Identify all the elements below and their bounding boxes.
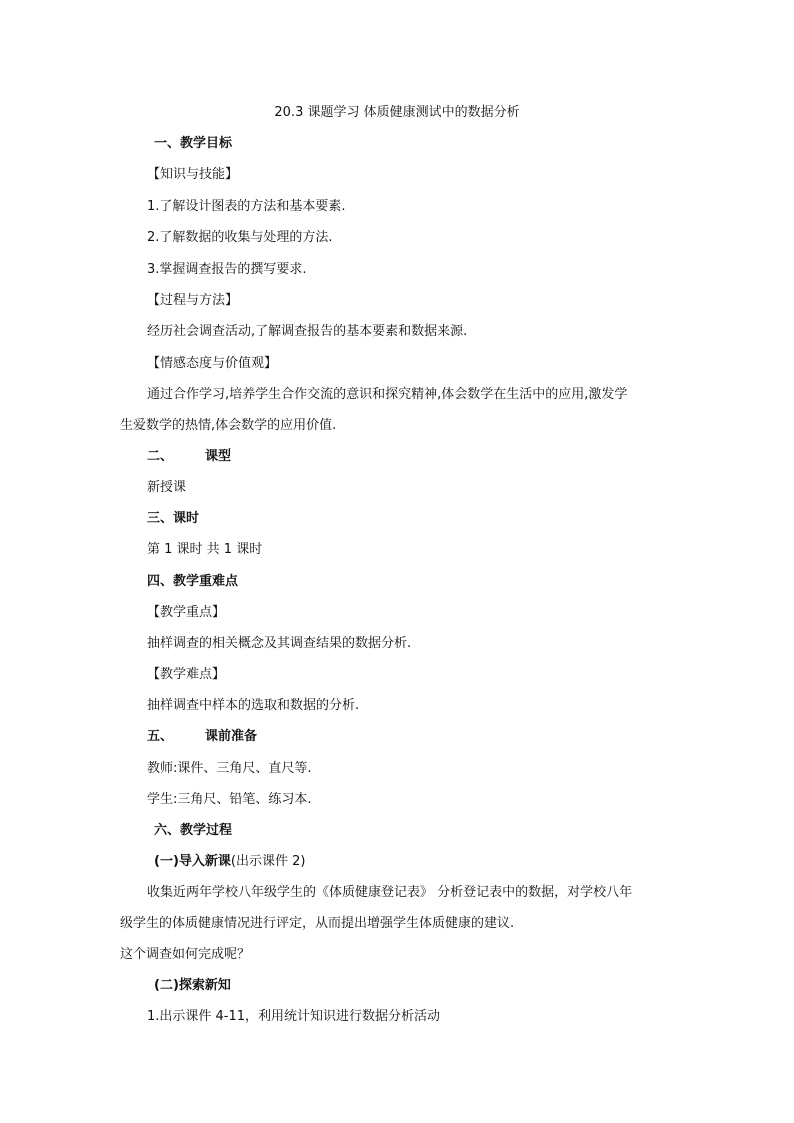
- subsection-heading: [154, 853, 305, 871]
- section-heading-goals: 一、教学目标: [154, 136, 233, 151]
- knowledge-item: 2.了解数据的收集与处理的方法.: [147, 230, 333, 245]
- subheading-attitude: 【情感态度与价值观】: [147, 356, 278, 371]
- paragraph: 1.出示课件 4-11，利用统计知识进行数据分析活动: [147, 1009, 441, 1024]
- paragraph: 这个调查如何完成呢？: [120, 947, 251, 962]
- knowledge-item: 3.掌握调查报告的撰写要求.: [147, 262, 307, 277]
- paragraph: 抽样调查中样本的选取和数据的分析.: [147, 698, 360, 713]
- paragraph: 通过合作学习,培养学生合作交流的意识和探究精神,体会数学在生活中的应用,激发学: [147, 387, 628, 402]
- section-heading-process: 六、教学过程: [154, 823, 233, 838]
- paragraph: 经历社会调查活动,了解调查报告的基本要素和数据来源.: [147, 324, 468, 339]
- section-heading-type-number: 二、: [147, 449, 174, 464]
- paragraph: 第 1 课时 共 1 课时: [147, 542, 263, 557]
- subsection-heading: (二)探索新知: [154, 978, 231, 993]
- subheading-knowledge: 【知识与技能】: [147, 167, 239, 182]
- knowledge-item: 1.了解设计图表的方法和基本要素.: [147, 199, 346, 214]
- section-heading-keypoints: 四、教学重难点: [147, 574, 239, 589]
- paragraph: 教师:课件、三角尺、直尺等.: [147, 761, 312, 776]
- section-heading-prep: 课前准备: [205, 729, 258, 744]
- subsection-label: (一)导入新课: [154, 854, 231, 869]
- document-title: 20.3 课题学习 体质健康测试中的数据分析: [274, 105, 520, 120]
- section-heading-prep-number: 五、: [147, 729, 174, 744]
- paragraph: 抽样调查的相关概念及其调查结果的数据分析.: [147, 636, 412, 651]
- subsection-note: (出示课件 2): [230, 854, 306, 869]
- section-heading-hours: 三、课时: [147, 511, 200, 526]
- paragraph: 生爱数学的热情,体会数学的应用价值.: [120, 418, 337, 433]
- subheading-process: 【过程与方法】: [147, 293, 239, 308]
- section-heading-type: 课型: [205, 449, 232, 464]
- subheading-focus: 【教学重点】: [147, 605, 226, 620]
- paragraph: 收集近两年学校八年级学生的《体质健康登记表》 分析登记表中的数据，对学校八年: [147, 885, 633, 900]
- subheading-difficulty: 【教学难点】: [147, 667, 226, 682]
- paragraph: 级学生的体质健康情况进行评定，从而提出增强学生体质健康的建议.: [120, 916, 515, 931]
- paragraph: 学生:三角尺、铅笔、练习本.: [147, 792, 312, 807]
- paragraph: 新授课: [147, 480, 187, 495]
